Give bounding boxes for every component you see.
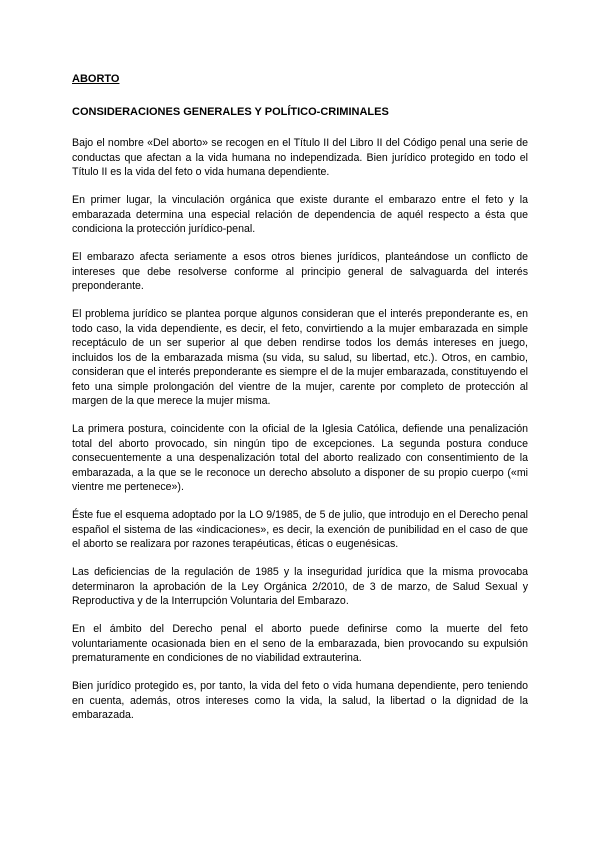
paragraph-1: Bajo el nombre «Del aborto» se recogen en el Título II del Libro II del Código penal una serie de conductas que afectan a la vida humana no independizada. Bien jurídico protegido en todo el Título II es la vida del feto o vida humana dependiente. <box>72 137 528 178</box>
document-title: ABORTO <box>72 73 120 85</box>
paragraph-9: Bien jurídico protegido es, por tanto, la vida del feto o vida humana dependiente, pero teniendo en cuenta, además, otros intereses como la vida, la salud, la libertad o la dignidad de la embarazada. <box>72 680 528 721</box>
paragraph-6: Éste fue el esquema adoptado por la LO 9/1985, de 5 de julio, que introdujo en el Derecho penal español el sistema de las «indicaciones», es decir, la exención de punibilidad en el caso de que el aborto se realizara por razones terapéuticas, éticas o eugenésicas. <box>72 509 528 550</box>
paragraph-2: En primer lugar, la vinculación orgánica que existe durante el embarazo entre el feto y la embarazada determina una especial relación de dependencia de aquél respecto a ésta que condiciona la protección jurídico-penal. <box>72 194 528 235</box>
paragraph-7: Las deficiencias de la regulación de 1985 y la inseguridad jurídica que la misma provocaba determinaron la aprobación de la Ley Orgánica 2/2010, de 3 de marzo, de Salud Sexual y Reproductiva y de la Interrupción Voluntaria del Embarazo. <box>72 566 528 607</box>
section-heading: CONSIDERACIONES GENERALES Y POLÍTICO-CRIMINALES <box>72 106 389 118</box>
paragraph-3: El embarazo afecta seriamente a esos otros bienes jurídicos, planteándose un conflicto de intereses que debe resolverse conforme al principio general de salvaguarda del interés preponderante. <box>72 251 528 292</box>
document-page <box>72 72 528 736</box>
paragraph-4: El problema jurídico se plantea porque algunos consideran que el interés preponderante es, en todo caso, la vida dependiente, es decir, el feto, convirtiendo a la mujer embarazada en simple receptáculo de un ser superior al que deben rendirse todos los demás intereses en juego, incluidos los de la embarazada misma (su vida, su salud, su libertad, etc.). Otros, en cambio, consideran que el interés preponderante es siempre el de la mujer embarazada, constituyendo el feto una simple prolongación del vientre de la mujer, carente por completo de protección al margen de la que merece la mujer misma. <box>72 308 528 407</box>
paragraph-8: En el ámbito del Derecho penal el aborto puede definirse como la muerte del feto voluntariamente ocasionada bien en el seno de la embarazada, bien provocando su expulsión prematuramente en condiciones de no viabilidad extrauterina. <box>72 623 528 664</box>
paragraph-5: La primera postura, coincidente con la oficial de la Iglesia Católica, defiende una penalización total del aborto provocado, sin ningún tipo de excepciones. La segunda postura conduce consecuentemente a una despenalización total del aborto realizado con consentimiento de la embarazada, a la que se le reconoce un derecho absoluto a disponer de su propio cuerpo («mi vientre me pertenece»). <box>72 423 528 493</box>
